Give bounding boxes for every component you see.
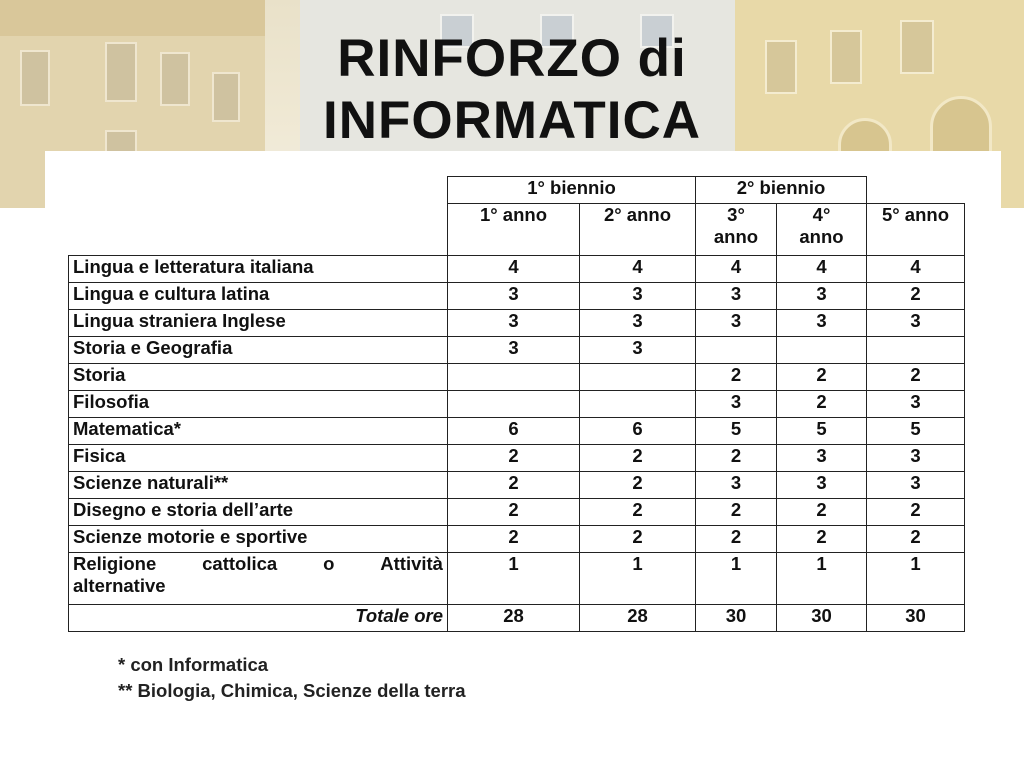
subject-cell: Scienze naturali** (69, 472, 448, 499)
title-line-1: RINFORZO di (337, 29, 687, 88)
hours-cell: 2 (777, 526, 867, 553)
hours-cell: 3 (580, 337, 696, 364)
timetable (68, 176, 965, 632)
total-label: Totale ore (69, 605, 448, 632)
total-row (69, 605, 965, 632)
hours-cell: 5 (867, 418, 965, 445)
year-header: 1° anno (448, 204, 580, 256)
subject-cell: Filosofia (69, 391, 448, 418)
table-row (69, 445, 965, 472)
hours-cell (696, 337, 777, 364)
hours-cell: 2 (777, 499, 867, 526)
footnotes (118, 652, 466, 704)
hours-cell: 2 (696, 526, 777, 553)
footnote-2: ** Biologia, Chimica, Scienze della terra (118, 680, 466, 701)
hours-cell: 5 (696, 418, 777, 445)
total-cell: 30 (696, 605, 777, 632)
year-header: 2° anno (580, 204, 696, 256)
hours-cell: 2 (777, 391, 867, 418)
hours-cell (867, 337, 965, 364)
hours-cell: 2 (448, 526, 580, 553)
table-row (69, 526, 965, 553)
hours-cell: 3 (696, 283, 777, 310)
religion-line-1 (73, 553, 443, 575)
hours-cell: 3 (696, 472, 777, 499)
hours-cell: 3 (777, 445, 867, 472)
hours-cell: 2 (867, 283, 965, 310)
hours-cell: 3 (580, 310, 696, 337)
hours-cell: 2 (580, 445, 696, 472)
hours-cell: 5 (777, 418, 867, 445)
total-cell: 30 (867, 605, 965, 632)
religion-word: o (323, 553, 335, 574)
religion-line-2: alternative (73, 575, 166, 596)
blank-group (867, 177, 965, 204)
hours-cell: 6 (448, 418, 580, 445)
subject-cell: Disegno e storia dell’arte (69, 499, 448, 526)
total-cell: 28 (448, 605, 580, 632)
hours-cell: 2 (777, 364, 867, 391)
hours-cell (777, 337, 867, 364)
table-row (69, 337, 965, 364)
hours-cell: 3 (867, 472, 965, 499)
blank-corner (69, 177, 448, 204)
hours-cell: 2 (448, 445, 580, 472)
religion-word: Religione (73, 553, 157, 574)
hours-cell: 3 (448, 283, 580, 310)
table-row (69, 283, 965, 310)
hours-cell: 3 (777, 472, 867, 499)
header-row-years (69, 204, 965, 256)
group-header-2: 2° biennio (696, 177, 867, 204)
hours-cell: 3 (448, 310, 580, 337)
hours-cell: 1 (777, 553, 867, 605)
subject-cell: Scienze motorie e sportive (69, 526, 448, 553)
religion-word: cattolica (202, 553, 278, 574)
hours-cell: 3 (696, 391, 777, 418)
hours-cell (580, 364, 696, 391)
subject-cell: Fisica (69, 445, 448, 472)
footnote-1: * con Informatica (118, 654, 269, 675)
hours-cell: 4 (777, 256, 867, 283)
hours-cell: 3 (580, 283, 696, 310)
religion-word: Attività (380, 553, 443, 574)
hours-cell: 2 (696, 364, 777, 391)
header-row-groups (69, 177, 965, 204)
hours-cell: 4 (580, 256, 696, 283)
hours-cell: 3 (777, 283, 867, 310)
hours-cell: 1 (696, 553, 777, 605)
hours-cell: 2 (448, 472, 580, 499)
hours-cell: 3 (867, 445, 965, 472)
hours-cell: 3 (867, 310, 965, 337)
table-row (69, 364, 965, 391)
hours-cell: 2 (580, 472, 696, 499)
hours-cell: 4 (867, 256, 965, 283)
total-cell: 28 (580, 605, 696, 632)
table-row (69, 553, 965, 605)
hours-cell: 2 (580, 499, 696, 526)
subject-cell (69, 553, 448, 605)
hours-cell (448, 364, 580, 391)
year-header: 5° anno (867, 204, 965, 256)
hours-cell: 3 (448, 337, 580, 364)
table-row (69, 499, 965, 526)
subject-cell: Lingua e letteratura italiana (69, 256, 448, 283)
table-row (69, 472, 965, 499)
subject-cell: Lingua e cultura latina (69, 283, 448, 310)
title-line-2: INFORMATICA (322, 91, 701, 150)
subject-cell: Storia (69, 364, 448, 391)
subject-cell: Matematica* (69, 418, 448, 445)
hours-cell: 2 (696, 445, 777, 472)
table-row (69, 310, 965, 337)
hours-cell: 3 (696, 310, 777, 337)
hours-cell: 4 (696, 256, 777, 283)
total-cell: 30 (777, 605, 867, 632)
hours-cell: 2 (867, 364, 965, 391)
subject-cell: Lingua straniera Inglese (69, 310, 448, 337)
table-row (69, 391, 965, 418)
hours-cell: 3 (867, 391, 965, 418)
slide-title (0, 28, 1024, 152)
table-row (69, 418, 965, 445)
group-header-1: 1° biennio (448, 177, 696, 204)
hours-cell: 6 (580, 418, 696, 445)
hours-cell: 1 (867, 553, 965, 605)
hours-cell: 1 (580, 553, 696, 605)
table-row (69, 256, 965, 283)
hours-cell: 2 (867, 526, 965, 553)
hours-cell: 2 (580, 526, 696, 553)
blank-corner (69, 204, 448, 256)
hours-cell: 2 (696, 499, 777, 526)
hours-cell: 3 (777, 310, 867, 337)
hours-cell: 2 (448, 499, 580, 526)
hours-cell (580, 391, 696, 418)
hours-cell: 2 (867, 499, 965, 526)
hours-cell: 4 (448, 256, 580, 283)
hours-cell: 1 (448, 553, 580, 605)
year-header: 3° anno (696, 204, 777, 256)
hours-cell (448, 391, 580, 418)
year-header: 4° anno (777, 204, 867, 256)
subject-cell: Storia e Geografia (69, 337, 448, 364)
